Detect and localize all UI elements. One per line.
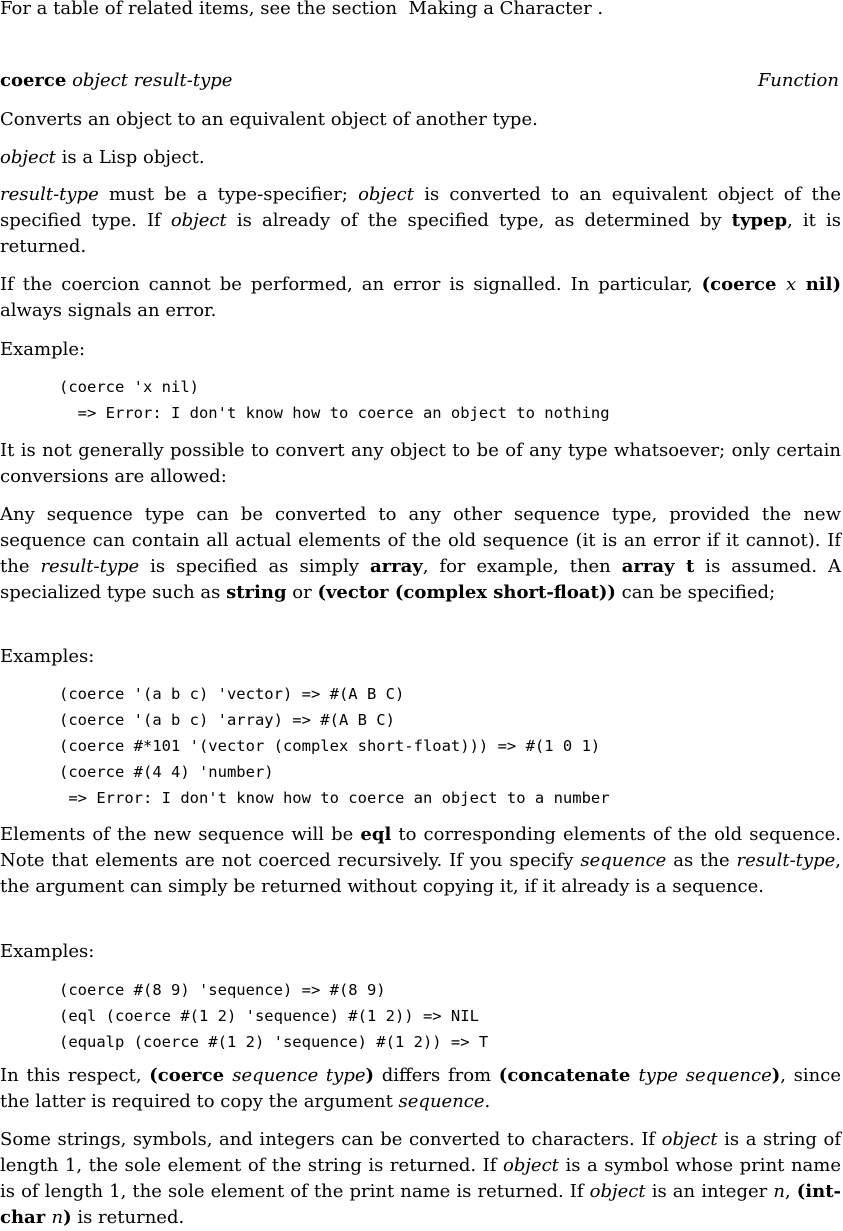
code-line: (coerce 'x nil) — [59, 378, 199, 396]
related-note: For a table of related items, see the section Making a Character . — [0, 0, 604, 19]
code-example-3 — [59, 977, 488, 1055]
paragraph-conversions: It is not generally possible to convert any object to be of any type whatsoever; only certain conversions are allowed: — [0, 440, 841, 487]
paragraph-description: Converts an object to an equivalent object of another type. — [0, 109, 538, 130]
paragraph-respect: In this respect, (coerce sequence type) differs from (concatenate type sequence), since the latter is required to copy the argument sequence. — [0, 1065, 841, 1112]
paragraph-error: If the coercion cannot be performed, an error is signalled. In particular, (coerce x nil) always signals an error. — [0, 274, 841, 321]
paragraph-object-arg: object is a Lisp object. — [0, 147, 205, 168]
paragraph-elements: Elements of the new sequence will be eql to corresponding elements of the old sequence. Note that elements are not coerced recursively. If you specify sequence as the result-type, the argument can simply be returned without copying it, if it already is a sequence. — [0, 824, 841, 897]
code-line: (equalp (coerce #(1 2) 'sequence) #(1 2)) => T — [59, 1033, 489, 1051]
example-label-3: Examples: — [0, 941, 95, 962]
code-line: (coerce #(8 9) 'sequence) => #(8 9) — [59, 981, 386, 999]
code-line: => Error: I don't know how to coerce an object to a number — [59, 789, 610, 807]
related-text: For a table of related items, see the section — [0, 0, 398, 19]
paragraph-sequence: Any sequence type can be converted to any other sequence type, provided the new sequence can contain all actual elements of the old sequence (it is an error if it cannot). If the result-type is specified as simply array, for example, then array t is assumed. A specialized type such as string or (vector (complex short-float)) can be specified; — [0, 504, 842, 603]
entry-heading — [0, 68, 841, 94]
function-name: coerce — [0, 70, 67, 91]
code-line: (coerce '(a b c) 'array) => #(A B C) — [59, 711, 395, 729]
paragraph-characters: Some strings, symbols, and integers can be converted to characters. If object is a string of length 1, the sole element of the string is returned. If object is a symbol whose print name is of length 1, the sole element of the print name is returned. If object is an integer n, (int-char n) is returned. — [0, 1129, 841, 1228]
code-example-2 — [59, 681, 610, 811]
paragraph-result-type: result-type must be a type-specifier; object is converted to an equivalent object of the specified type. If object is already of the specified type, as determined by typep, it is returned. — [0, 184, 841, 257]
function-args: object result-type — [72, 70, 233, 91]
related-link[interactable]: Making a Character — [408, 0, 592, 19]
example-label-1: Example: — [0, 339, 86, 360]
code-line: (coerce #(4 4) 'number) — [59, 763, 274, 781]
code-line: => Error: I don't know how to coerce an object to nothing — [59, 404, 610, 422]
code-line: (coerce '(a b c) 'vector) => #(A B C) — [59, 685, 405, 703]
code-example-1 — [59, 374, 610, 426]
code-line: (eql (coerce #(1 2) 'sequence) #(1 2)) => NIL — [59, 1007, 479, 1025]
entry-kind: Function — [757, 70, 839, 91]
code-line: (coerce #*101 '(vector (complex short-float))) => #(1 0 1) — [59, 737, 601, 755]
example-label-2: Examples: — [0, 646, 95, 667]
